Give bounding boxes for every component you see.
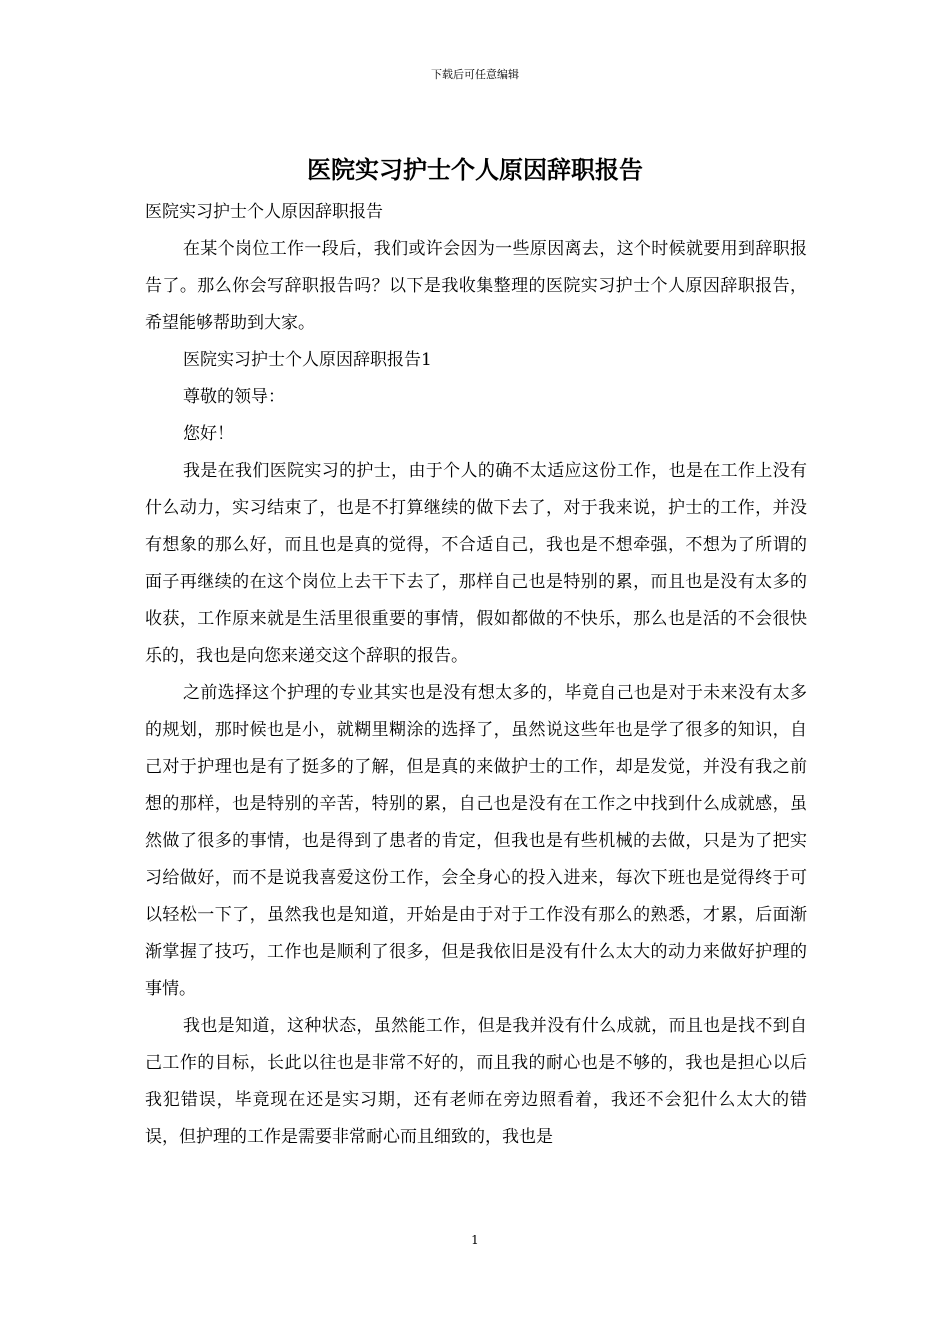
body-paragraph: 之前选择这个护理的专业其实也是没有想太多的，毕竟自己也是对于未来没有太多的规划，那时候也是小，就糊里糊涂的选择了，虽然说这些年也是学了很多的知识，自己对于护理也是有了挺多的了解，但是真的来做护士的工作，却是发觉，并没有我之前想的那样，也是特别的辛苦，特别的累，自己也是没有在工作之中找到什么成就感，虽然做了很多的事情，也是得到了患者的肯定，但我也是有些机械的去做，只是为了把实习给做好，而不是说我喜爱这份工作，会全身心的投入进来，每次下班也是觉得终于可以轻松一下了，虽然我也是知道，开始是由于对于工作没有那么的熟悉，才累，后面渐渐掌握了技巧，工作也是顺利了很多，但是我依旧是没有什么太大的动力来做好护理的事情。: [145, 683, 807, 999]
intro-paragraph: 在某个岗位工作一段后，我们或许会因为一些原因离去，这个时候就要用到辞职报告了。那么你会写辞职报告吗？以下是我收集整理的医院实习护士个人原因辞职报告，希望能够帮助到大家。: [145, 239, 807, 333]
page-number: 1: [471, 1233, 479, 1247]
body-paragraph: 我也是知道，这种状态，虽然能工作，但是我并没有什么成就，而且也是找不到自己工作的目标，长此以往也是非常不好的，而且我的耐心也是不够的，我也是担心以后我犯错误，毕竟现在还是实习期，还有老师在旁边照看着，我还不会犯什么太大的错误，但护理的工作是需要非常耐心而且细致的，我也是: [145, 1016, 807, 1147]
document-body: [145, 194, 807, 1156]
section-heading: 医院实习护士个人原因辞职报告1: [183, 350, 432, 370]
greeting: 您好！: [183, 424, 234, 444]
document-title: 医院实习护士个人原因辞职报告: [307, 155, 643, 184]
body-paragraph: 我是在我们医院实习的护士，由于个人的确不太适应这份工作，也是在工作上没有什么动力，实习结束了，也是不打算继续的做下去了，对于我来说，护士的工作，并没有想象的那么好，而且也是真的觉得，不合适自己，我也是不想牵强，不想为了所谓的面子再继续的在这个岗位上去干下去了，那样自己也是特别的累，而且也是没有太多的收获，工作原来就是生活里很重要的事情，假如都做的不快乐，那么也是活的不会很快乐的，我也是向您来递交这个辞职的报告。: [145, 461, 807, 666]
salutation: 尊敬的领导：: [183, 387, 285, 407]
document-subtitle: 医院实习护士个人原因辞职报告: [145, 202, 383, 222]
header-note: 下载后可任意编辑: [431, 68, 519, 81]
